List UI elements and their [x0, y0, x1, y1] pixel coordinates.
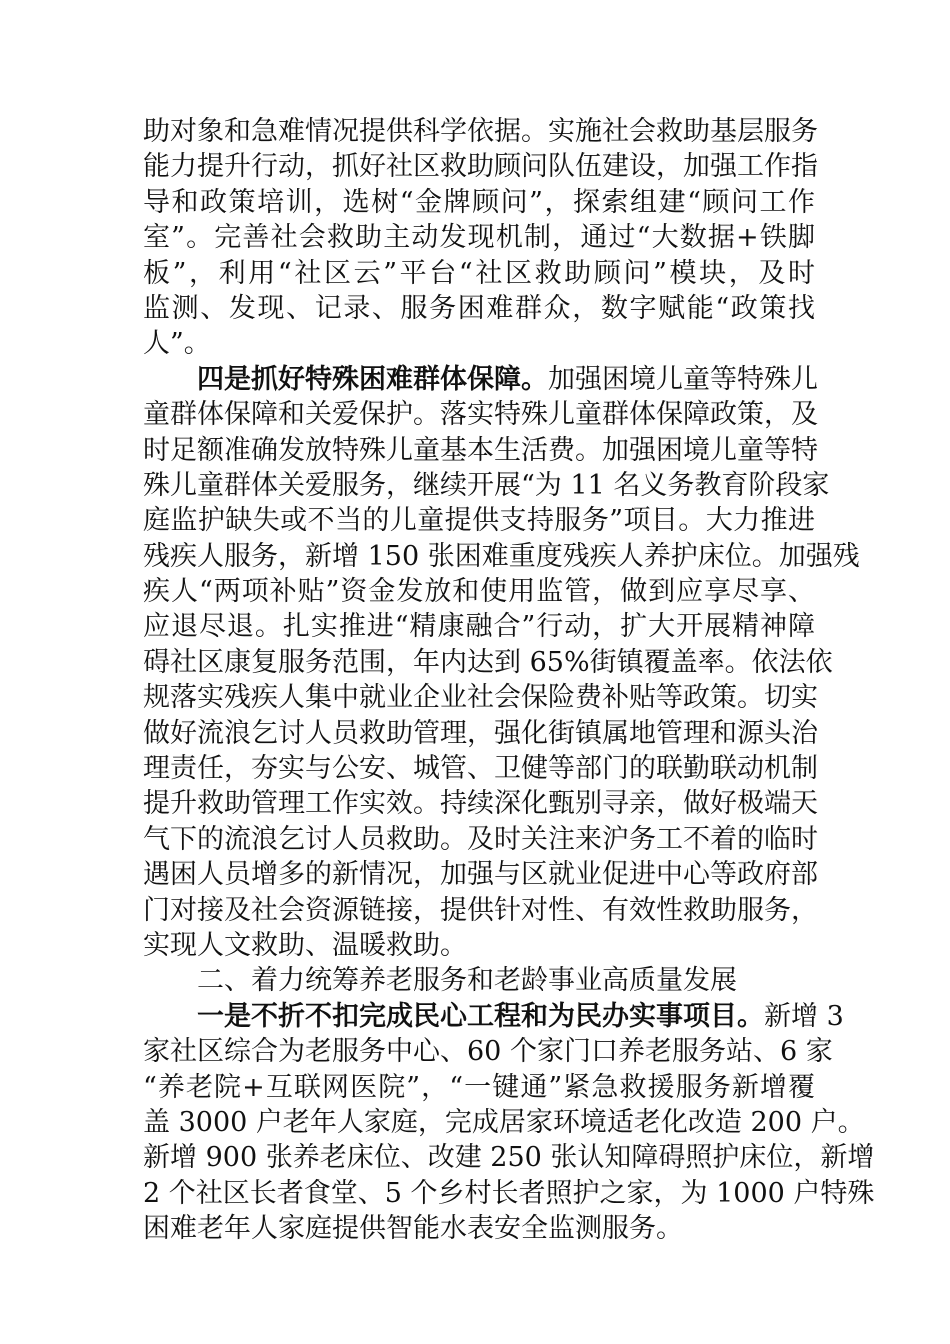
- text-line: 监测、发现、记录、服务困难群众，数字赋能“政策找: [143, 292, 815, 324]
- paragraph-rescue-service: [143, 114, 818, 362]
- text-line: 板”，利用“社区云”平台“社区救助顾问”模块，及时: [143, 257, 815, 289]
- section-title: 二、着力统筹养老服务和老龄事业高质量发展: [197, 965, 737, 997]
- text-line: 庭监护缺失或不当的儿童提供支持服务”项目。大力推进: [143, 505, 815, 537]
- text-line: 气下的流浪乞讨人员救助。及时关注来沪务工不着的临时: [143, 823, 818, 855]
- text-line: 导和政策培训，选树“金牌顾问”，探索组建“顾问工作: [143, 186, 815, 218]
- text-run: 加强困境儿童等特殊儿: [548, 363, 818, 395]
- text-line: 实现人文救助、温暖救助。: [143, 929, 467, 961]
- paragraph-first-line: [143, 999, 844, 1034]
- text-line: “养老院+互联网医院”，“一键通”紧急救援服务新增覆: [143, 1071, 815, 1103]
- text-line: 做好流浪乞讨人员救助管理，强化街镇属地管理和源头治: [143, 717, 818, 749]
- text-line: 碍社区康复服务范围，年内达到 65%街镇覆盖率。依法依: [143, 646, 833, 678]
- paragraph-special-groups: [143, 362, 860, 964]
- text-line: 困难老年人家庭提供智能水表安全监测服务。: [143, 1213, 683, 1245]
- document-body: [143, 114, 875, 1247]
- text-line: 时足额准确发放特殊儿童基本生活费。加强困境儿童等特: [143, 434, 818, 466]
- text-line: 残疾人服务，新增 150 张困难重度残疾人养护床位。加强残: [143, 540, 860, 572]
- text-line: 室”。完善社会救助主动发现机制，通过“大数据+铁脚: [143, 222, 815, 254]
- text-line: 遇困人员增多的新情况，加强与区就业促进中心等政府部: [143, 859, 818, 891]
- text-line: 人”。: [143, 328, 211, 360]
- text-line: 童群体保障和关爱保护。落实特殊儿童群体保障政策，及: [143, 399, 818, 431]
- text-line: 盖 3000 户老年人家庭，完成居家环境适老化改造 200 户。: [143, 1106, 865, 1138]
- text-line: 门对接及社会资源链接，提供针对性、有效性救助服务，: [143, 894, 818, 926]
- text-line: 家社区综合为老服务中心、60 个家门口养老服务站、6 家: [143, 1036, 833, 1068]
- text-line: 助对象和急难情况提供科学依据。实施社会救助基层服务: [143, 116, 818, 147]
- text-line: 理责任，夯实与公安、城管、卫健等部门的联勤联动机制: [143, 753, 818, 785]
- text-line: 规落实残疾人集中就业企业社会保险费补贴等政策。切实: [143, 682, 818, 714]
- paragraph-first-line: [143, 362, 818, 397]
- text-line: 疾人“两项补贴”资金发放和使用监管，做到应享尽享、: [143, 576, 815, 608]
- text-line: 提升救助管理工作实效。持续深化甄别寻亲，做好极端天: [143, 788, 818, 820]
- text-line: 殊儿童群体关爱服务，继续开展“为 11 名义务教育阶段家: [143, 469, 830, 501]
- text-line: 能力提升行动，抓好社区救助顾问队伍建设，加强工作指: [143, 151, 818, 183]
- text-run: 新增 3: [764, 1000, 844, 1032]
- paragraph-livelihood-projects: [143, 999, 875, 1247]
- text-line: 应退尽退。扎实推进“精康融合”行动，扩大开展精神障: [143, 611, 815, 643]
- paragraph-heading: 四是抓好特殊困难群体保障。: [197, 363, 548, 395]
- paragraph-heading: 一是不折不扣完成民心工程和为民办实事项目。: [197, 1000, 764, 1032]
- text-line: 2 个社区长者食堂、5 个乡村长者照护之家，为 1000 户特殊: [143, 1177, 875, 1209]
- text-line: 新增 900 张养老床位、改建 250 张认知障碍照护床位，新增: [143, 1142, 875, 1174]
